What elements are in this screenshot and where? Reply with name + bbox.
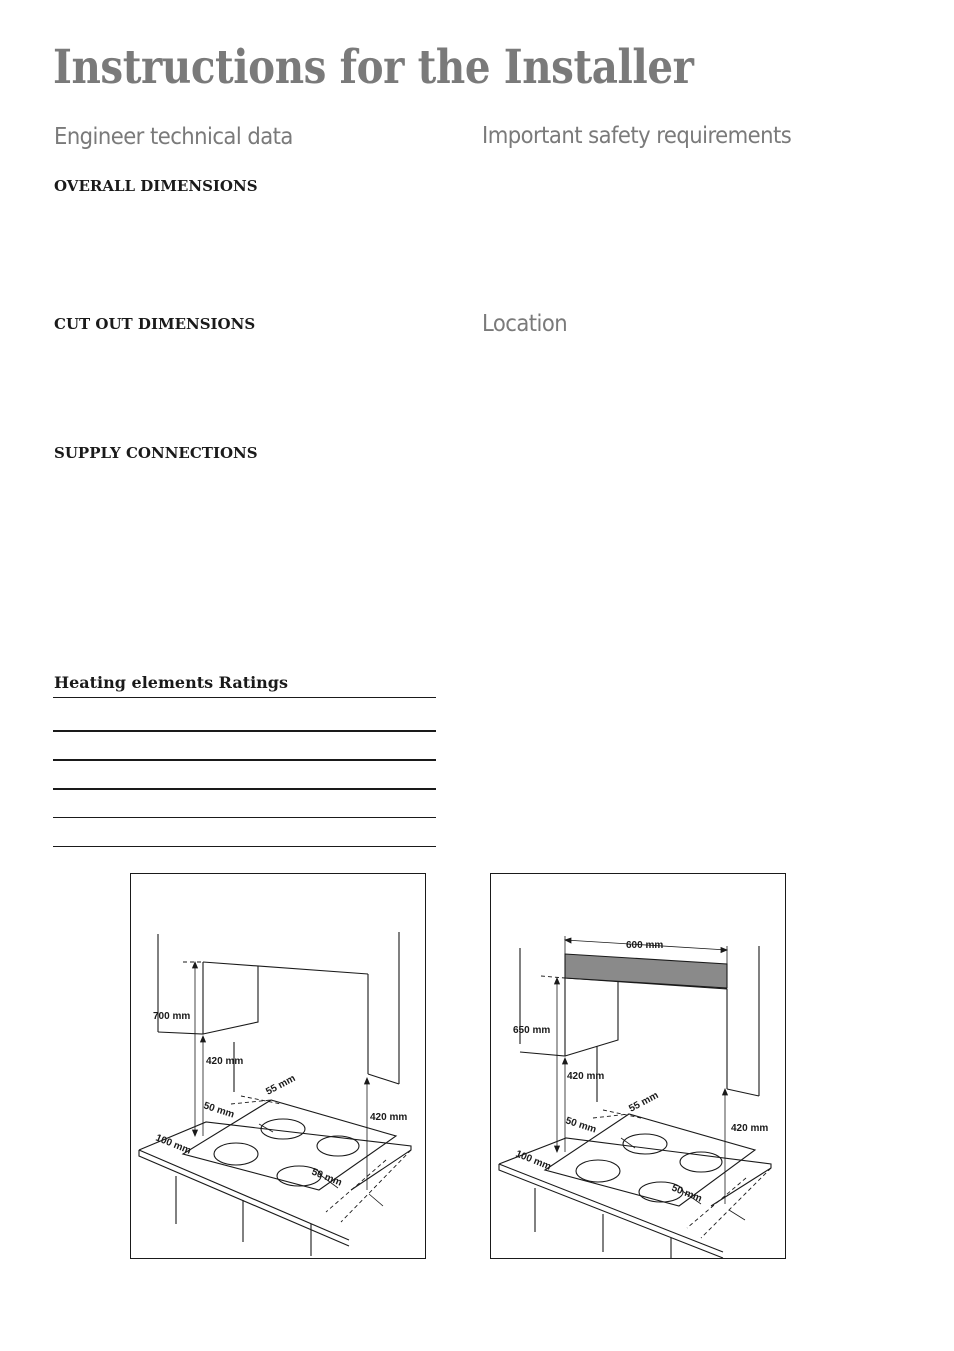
supply-connections-heading: SUPPLY CONNECTIONS [54, 444, 258, 462]
important-safety-requirements-heading: Important safety requirements [482, 123, 792, 149]
dim-label-420-inner: 420 mm [206, 1056, 244, 1067]
dim-label-50-bottom: 50 mm [669, 1182, 704, 1205]
installation-diagram-left-drawing [131, 874, 427, 1260]
dim-label-50-top: 50 mm [202, 1100, 236, 1121]
page-title: Instructions for the Installer [53, 40, 694, 95]
overall-dimensions-heading: OVERALL DIMENSIONS [54, 177, 258, 195]
dim-label-420-inner: 420 mm [567, 1071, 605, 1082]
ratings-table-rule [53, 817, 436, 818]
ratings-table-rule [53, 846, 436, 847]
dim-label-100: 100 mm [153, 1132, 193, 1157]
dim-label-420-right: 420 mm [731, 1123, 769, 1134]
dim-label-650: 650 mm [513, 1025, 551, 1036]
cut-out-dimensions-heading: CUT OUT DIMENSIONS [54, 315, 256, 333]
cooker-hood-panel [565, 954, 727, 988]
installation-diagram-cooker-hood [490, 873, 786, 1259]
ratings-table-rule [53, 788, 436, 790]
dim-label-55: 55 mm [264, 1073, 298, 1098]
engineer-technical-data-heading: Engineer technical data [54, 124, 293, 150]
ratings-table-rule [53, 759, 436, 761]
dim-label-700: 700 mm [153, 1011, 191, 1022]
dim-label-55: 55 mm [627, 1090, 661, 1115]
installation-diagram-right-drawing [491, 874, 787, 1260]
dim-label-50-bottom: 50 mm [309, 1166, 344, 1189]
dim-label-600: 600 mm [626, 940, 664, 951]
ratings-table-rule [53, 730, 436, 732]
dim-label-50-top: 50 mm [564, 1115, 598, 1136]
installation-diagram-wall-cabinet [130, 873, 426, 1259]
location-heading: Location [482, 311, 568, 337]
dim-label-420-right: 420 mm [370, 1112, 408, 1123]
heating-elements-ratings-heading: Heating elements Ratings [54, 673, 288, 692]
dim-label-100: 100 mm [513, 1148, 553, 1173]
ratings-table-rule [53, 697, 436, 698]
